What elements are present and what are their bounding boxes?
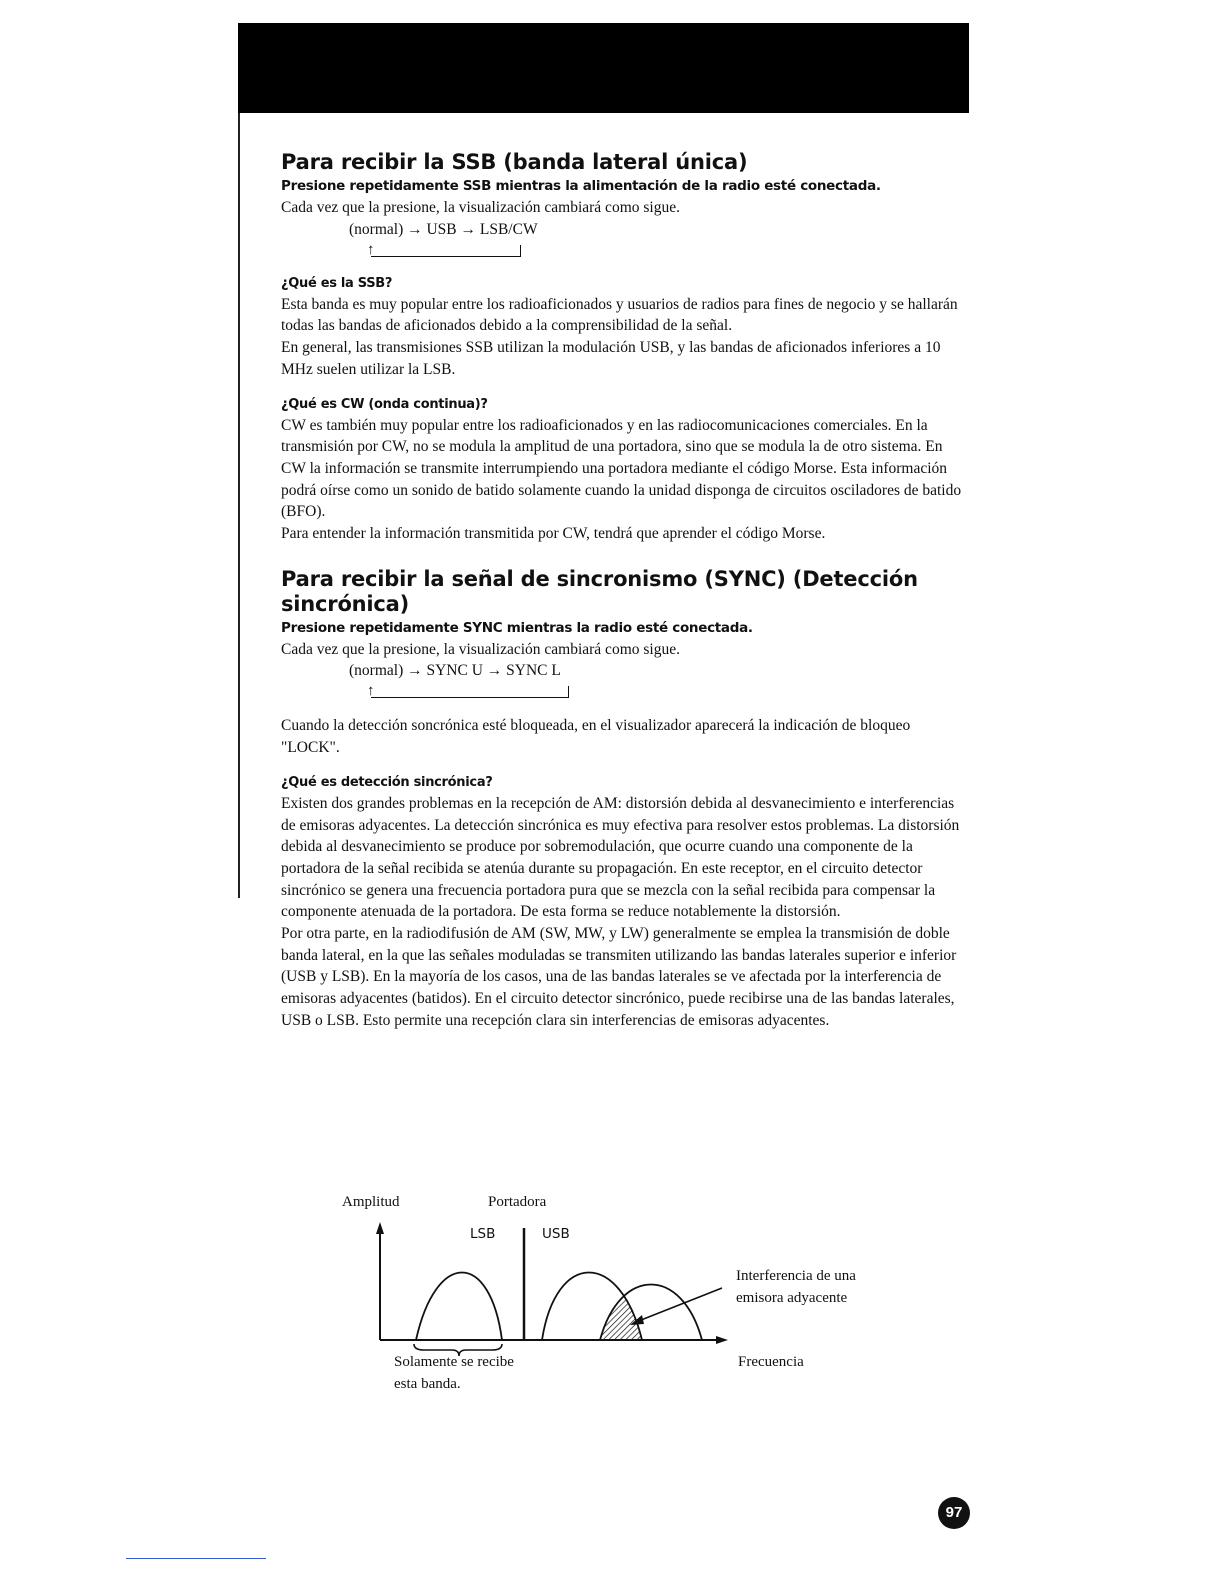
usb-label: USB <box>542 1226 570 1242</box>
ssb-cycle-text: Cada vez que la presione, la visualización cambiará como sigue. <box>281 199 680 216</box>
page-number-badge: 97 <box>938 1497 970 1529</box>
interference-pointer <box>636 1288 722 1322</box>
sync-cycle-loop-arrow: ↑ <box>367 681 967 701</box>
ssb-description: Esta banda es muy popular entre los radioaficionados y usuarios de radios para fines de negocio y se hallarán todas las bandas de aficionados debido a la comprensibilidad de la señal. <box>281 295 958 335</box>
ssb-instruction: Presione repetidamente SSB mientras la alimentación de la radio esté conectada. <box>281 178 881 194</box>
sync-section-title: Para recibir la señal de sincronismo (SYNC) (Detección sincrónica) <box>281 566 918 616</box>
lsb-curve <box>416 1273 502 1341</box>
sync-dsb-description: Por otra parte, en la radiodifusión de AM (SW, MW, y LW) generalmente se emplea la transmisión de doble banda lateral, en la que las señales moduladas se transmiten utilizando las bandas laterales superior e inferior (USB y LSB). En la mayoría de los casos, una de las bandas laterales se ve afectada por la interferencia de emisoras adyacentes (batidos). En el circuito detector sincrónico, puede recibirse una de las bandas laterales, USB o LSB. Esto permite una recepción clara sin interferencias de emisoras adyacentes. <box>281 925 957 1029</box>
received-band-label: Solamente se recibe <box>394 1354 514 1370</box>
left-margin-rule <box>238 113 240 898</box>
received-band-label-2: esta banda. <box>394 1376 461 1392</box>
cw-morse-note: Para entender la información transmitida por CW, tendrá que aprender el código Morse. <box>281 525 826 543</box>
sync-lock-text: Cuando la detección soncrónica esté bloqueada, en el visualizador aparecerá la indicación de bloqueo "LOCK". <box>281 717 911 757</box>
carrier-label: Portadora <box>488 1194 547 1210</box>
interference-hatch <box>542 1273 642 1341</box>
interference-label: Interferencia de una <box>736 1268 856 1284</box>
ssb-cycle-loop-arrow: ↑ <box>367 240 967 260</box>
amplitude-axis-arrow <box>376 1222 384 1234</box>
what-is-sync-heading: ¿Qué es detección sincrónica? <box>281 774 493 790</box>
ssb-section-title: Para recibir la SSB (banda lateral única) <box>281 150 748 174</box>
sync-cycle-sequence: (normal) → SYNC U → SYNC L <box>349 662 561 680</box>
main-content <box>281 150 967 1032</box>
frequency-axis-arrow <box>716 1336 728 1344</box>
footer-rule <box>126 1558 266 1559</box>
amplitude-label: Amplitud <box>342 1194 400 1210</box>
sync-instruction: Presione repetidamente SYNC mientras la radio esté conectada. <box>281 619 753 636</box>
lsb-label: LSB <box>470 1226 496 1242</box>
sync-cycle-text: Cada vez que la presione, la visualización cambiará como sigue. <box>281 640 680 658</box>
what-is-cw-heading: ¿Qué es CW (onda continua)? <box>281 396 488 412</box>
cw-description: CW es también muy popular entre los radioaficionados y en las radiocomunicaciones comerciales. En la transmisión por CW, no se modula la amplitud de una portadora, sino que se modula la de otro sistema. En CW la información se transmite interrumpiendo una portadora mediante el código Morse. Esta información podrá oírse como un sonido de batido solamente cuando la unidad disponga de circuitos osciladores de batido (BFO). <box>281 416 962 521</box>
ssb-cycle-sequence: (normal) → USB → LSB/CW <box>349 220 538 238</box>
sync-description: Existen dos grandes problemas en la recepción de AM: distorsión debida al desvanecimiento e interferencias de emisoras adyacentes. La detección sincrónica es muy efectiva para resolver estos problemas. La distorsión debida al desvanecimiento se produce por sobremodulación, que ocurre cuando una componente de la portadora de la señal recibida se atenúa durante su propagación. En este receptor, en el circuito detector sincrónico se genera una frecuencia portadora pura que se mezcla con la señal recibida para compensar la componente atenuada de la portadora. De esta forma se reduce notablemente la distorsión. <box>281 794 960 921</box>
ssb-usb-lsb-note: En general, las transmisiones SSB utilizan la modulación USB, y las bandas de aficionados inferiores a 10 MHz suelen utilizar la LSB. <box>281 339 941 378</box>
frequency-label: Frecuencia <box>738 1354 804 1370</box>
sideband-diagram <box>330 1188 890 1408</box>
header-bar <box>238 23 969 113</box>
what-is-ssb-heading: ¿Qué es la SSB? <box>281 275 393 291</box>
interference-label-2: emisora adyacente <box>736 1290 848 1306</box>
